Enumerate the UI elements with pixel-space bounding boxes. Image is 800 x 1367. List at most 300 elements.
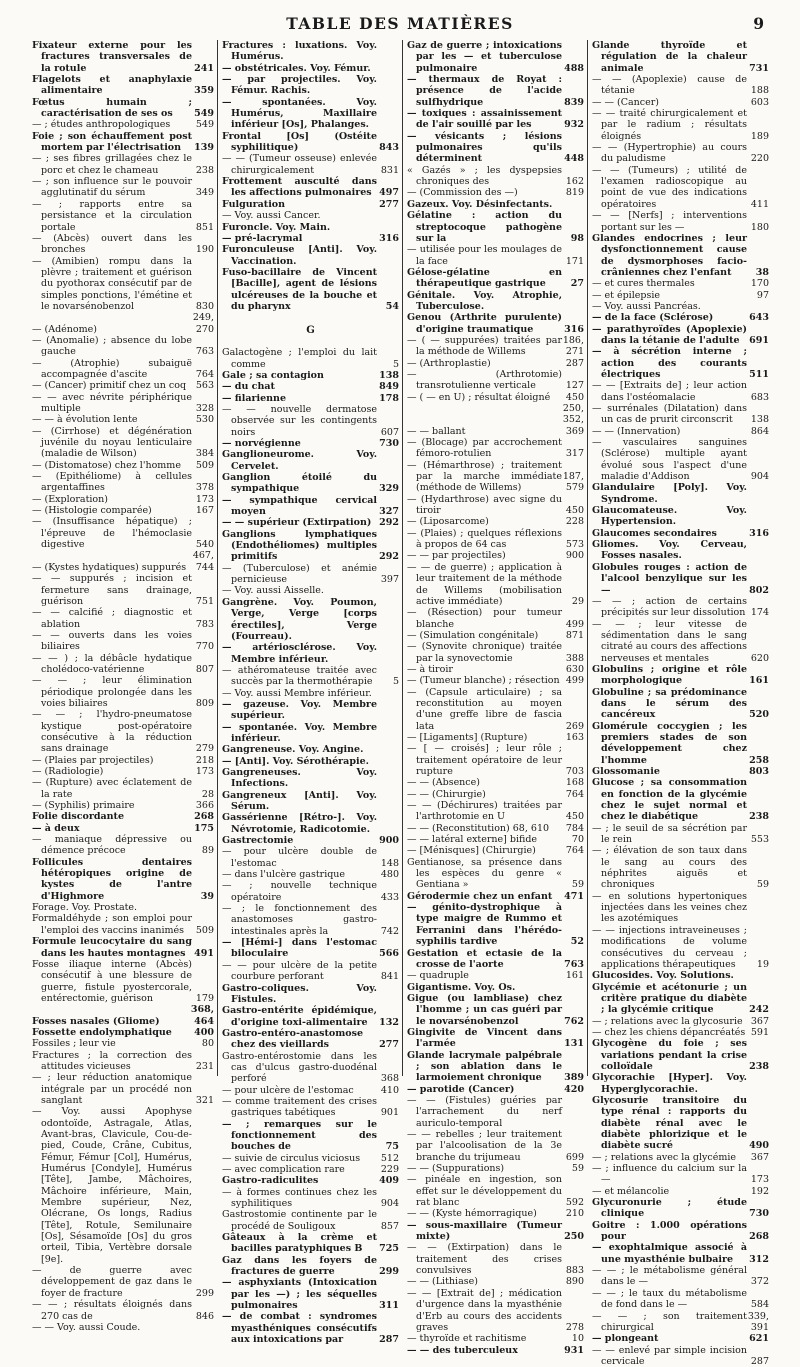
- entry-text: — et cures thermales: [592, 278, 695, 290]
- entry-page-ref: 173: [195, 766, 214, 777]
- entry-page-ref: 238: [749, 1060, 769, 1072]
- entry-text: — — [Extraits de] ; leur action dans l'ostéomalacie: [592, 380, 747, 403]
- entry-page-ref: 450: [565, 505, 584, 517]
- index-entry: [407, 358, 584, 369]
- entry-page-ref: 70: [571, 834, 584, 846]
- entry-page-ref: 5: [392, 676, 399, 688]
- entry-page-ref: 268: [749, 1231, 769, 1243]
- entry-page-ref: 480: [380, 869, 399, 881]
- entry-text: — Voy. aussi Membre inférieur.: [222, 687, 372, 699]
- entry-page-ref: 584: [750, 1299, 769, 1311]
- index-entry: [407, 516, 584, 527]
- index-entry: [592, 403, 769, 426]
- entry-text: — — (Fistules) guéries par l'arrachement du nerf auriculo-temporal: [407, 1094, 562, 1129]
- entry-page-ref: 238: [749, 811, 769, 823]
- entry-text: — ; rapports entre sa persistance et la circulation portale: [32, 198, 192, 233]
- index-entry: [407, 460, 584, 494]
- entry-text: — ; le fonctionnement des anastomoses gastro-intestinales après la: [222, 903, 377, 937]
- entry-text: Glycuronurie ; étude clinique: [592, 1197, 747, 1220]
- index-entry: [592, 1038, 769, 1072]
- entry-text: — — (Absence): [407, 777, 480, 789]
- entry-page-ref: 751: [195, 595, 214, 607]
- entry-page-ref: 368: [380, 1073, 399, 1085]
- index-entry: [407, 74, 584, 108]
- index-entry: [592, 482, 769, 505]
- entry-page-ref: 511: [749, 368, 769, 380]
- entry-page-ref: 39: [200, 890, 214, 902]
- page-number: 9: [753, 14, 764, 33]
- entry-text: Gangrène. Voy. Poumon, Verge, Verge [corps érectiles], Verge (Fourreau).: [222, 596, 377, 642]
- index-entry: [222, 1175, 399, 1186]
- entry-text: — toxiques : assainissement de l'air souillé par les: [407, 108, 562, 131]
- entry-text: — (Simulation congénitale): [407, 629, 539, 641]
- entry-text: — — ; résultats éloignés dans 270 cas de: [32, 1299, 192, 1322]
- index-entry: [592, 562, 769, 596]
- index-entry: [407, 789, 584, 800]
- entry-page-ref: 98: [570, 232, 584, 244]
- index-entry: [592, 721, 769, 766]
- entry-page-ref: 509: [195, 924, 214, 936]
- entry-text: Fractures ; la correction des attitudes vicieuses: [32, 1049, 192, 1072]
- index-entry: [592, 1220, 769, 1243]
- entry-page-ref: 807: [195, 663, 214, 675]
- index-entry: [592, 1197, 769, 1220]
- entry-text: — (Tumeur blanche) ; résection: [407, 675, 560, 687]
- entry-page-ref: 742: [380, 925, 399, 937]
- index-entry: [592, 539, 769, 562]
- index-entry: [407, 675, 584, 686]
- index-entry: [407, 1129, 584, 1163]
- index-entry: [592, 74, 769, 97]
- entry-text: — — ballant: [407, 425, 466, 437]
- entry-text: Génitale. Voy. Atrophie, Tuberculose.: [407, 289, 562, 312]
- index-entry: [592, 142, 769, 165]
- entry-text: — — suppurés ; incision et fermeture sans drainage, guérison: [32, 573, 192, 607]
- entry-page-ref: 5: [392, 358, 399, 370]
- index-entry: [222, 1085, 399, 1096]
- index-entry: [32, 1027, 214, 1038]
- index-entry: [222, 233, 399, 244]
- entry-page-ref: 238: [195, 164, 214, 176]
- index-entry: [407, 562, 584, 607]
- entry-text: Fossiles ; leur vie: [32, 1038, 116, 1050]
- entry-page-ref: 131: [564, 1038, 584, 1050]
- entry-text: — — ; le métabolisme général dans le —: [592, 1265, 747, 1288]
- index-entry: [32, 1322, 214, 1333]
- index-entry: [32, 857, 214, 902]
- entry-page-ref: 520: [749, 709, 769, 721]
- index-entry: [222, 903, 399, 937]
- entry-text: Glycosurie transitoire du type rénal : rapports du diabète rénal avec le diabète phlorizique et le diabète sucré: [592, 1094, 747, 1152]
- entry-page-ref: 218: [195, 754, 214, 766]
- entry-page-ref: 161: [565, 970, 584, 982]
- entry-text: — spontanées. Voy. Humérus, Maxillaire inférieur [Os], Phalanges.: [222, 96, 377, 131]
- entry-text: — thyroïde et rachitisme: [407, 1333, 527, 1345]
- entry-page-ref: 54: [385, 300, 399, 312]
- index-entry: [407, 1174, 584, 1208]
- entry-page-ref: 242: [749, 1004, 769, 1016]
- entry-page-ref: 851: [195, 221, 214, 233]
- index-entry: [32, 1050, 214, 1073]
- entry-text: — (Cancer) primitif chez un coq: [32, 380, 187, 392]
- entry-text: — pour ulcère double de l'estomac: [222, 846, 377, 869]
- entry-page-ref: 277: [379, 198, 399, 210]
- index-entry: [222, 1051, 399, 1085]
- entry-page-ref: 410: [380, 1084, 399, 1096]
- entry-text: Gastro-entéro-anastomose chez des vieillards: [222, 1027, 364, 1051]
- entry-text: Globules rouges : action de l'alcool benzylique sur les —: [592, 561, 747, 596]
- entry-text: — — [Extrait de] ; médication d'urgence dans la myasthénie d'Erb au cours des accidents graves: [407, 1287, 562, 1333]
- entry-text: — (Plaies) ; quelques réflexions à propos de 64 cas: [407, 527, 562, 551]
- entry-text: — à tiroir: [407, 663, 453, 675]
- index-entry: [32, 199, 214, 233]
- entry-page-ref: 359: [194, 85, 214, 97]
- entry-page-ref: 311: [379, 1300, 399, 1312]
- entry-text: — (Epithéliome) à cellules argentaffines: [32, 471, 192, 494]
- entry-page-ref: 397: [380, 574, 399, 586]
- entry-page-ref: 591: [750, 1026, 769, 1038]
- entry-text: — — de guerre) ; application à leur traitement de la méthode de Willems (mobilisation active immédiate): [407, 561, 562, 607]
- entry-text: Flagelots et anaphylaxie alimentaire: [32, 74, 192, 97]
- entry-page-ref: 683: [750, 391, 769, 403]
- entry-text: — — ; action de certains précipités sur leur dissolution: [592, 595, 747, 619]
- entry-text: Gangreneuse. Voy. Angine.: [222, 744, 364, 756]
- index-entry: [32, 153, 214, 176]
- entry-text: — — ; leur élimination périodique prolongée dans les voies biliaires: [32, 675, 192, 709]
- entry-page-ref: 499: [565, 618, 584, 630]
- index-entry: [592, 1345, 769, 1367]
- index-entry: [222, 563, 399, 586]
- index-entry: [407, 369, 584, 392]
- index-entry: [32, 811, 214, 822]
- entry-page-ref: 187, 579: [562, 471, 584, 494]
- entry-page-ref: 491: [194, 947, 214, 959]
- entry-page-ref: 175: [194, 822, 214, 834]
- entry-page-ref: 831: [380, 164, 399, 176]
- index-entry: [222, 585, 399, 596]
- entry-text: — (Hydarthrose) avec signe du tiroir: [407, 493, 562, 517]
- entry-text: — (Capsule articulaire) ; sa reconstitution au moyen d'une greffe libre de fascia lata: [407, 686, 562, 732]
- entry-text: — (Plaies par projectiles): [32, 754, 154, 766]
- index-entry: [407, 187, 584, 198]
- entry-page-ref: 287: [565, 357, 584, 369]
- entry-page-ref: 292: [379, 551, 399, 563]
- entry-text: — (Distomatose) chez l'homme: [32, 459, 181, 471]
- entry-page-ref: 630: [565, 663, 584, 675]
- entry-page-ref: 890: [565, 1276, 584, 1288]
- index-entry: [222, 97, 399, 131]
- entry-text: Gâteaux à la crème et bacilles paratyphiques B: [222, 1232, 377, 1255]
- index-entry: [407, 528, 584, 551]
- entry-text: — comme traitement des crises gastriques tabétiques: [222, 1095, 377, 1119]
- index-entry: [222, 153, 399, 176]
- entry-text: — en solutions hypertoniques injectées dans les veines chez les azotémiques: [592, 890, 747, 925]
- entry-page-ref: 900: [565, 550, 584, 562]
- entry-text: « Gazés » ; les dyspepsies chroniques des: [407, 164, 562, 188]
- index-entry: [407, 267, 584, 290]
- index-entry: [592, 1333, 769, 1344]
- entry-text: — (Anomalie) ; absence du lobe gauche: [32, 334, 192, 358]
- index-entry: [592, 891, 769, 925]
- index-entry: [592, 619, 769, 664]
- entry-text: — maniaque dépressive ou démence précoce: [32, 834, 192, 857]
- index-entry: [592, 1163, 769, 1186]
- entry-page-ref: 725: [379, 1243, 399, 1255]
- entry-text: — par projectiles. Voy. Fémur. Rachis.: [222, 74, 377, 97]
- entry-text: — ; études anthropologiques: [32, 119, 171, 131]
- section-letter: G: [306, 325, 315, 337]
- entry-text: — — (Tumeur osseuse) enlevée chirurgicalement: [222, 153, 377, 176]
- entry-page-ref: 19: [756, 958, 769, 970]
- index-entry: [407, 777, 584, 788]
- entry-page-ref: 730: [379, 438, 399, 449]
- entry-page-ref: 29: [571, 595, 584, 607]
- entry-text: Gastrectomie: [222, 835, 294, 847]
- entry-page-ref: 883: [565, 1265, 584, 1277]
- entry-page-ref: 607: [380, 426, 399, 438]
- index-entry: [222, 495, 399, 518]
- entry-text: — — enlevé par simple incision cervicale: [592, 1344, 747, 1367]
- index-entry: [407, 244, 584, 267]
- entry-text: Gaz de guerre ; intoxications par les — et tuberculose pulmonaire: [407, 40, 562, 74]
- entry-page-ref: 249, 270: [192, 312, 214, 335]
- index-entry: [32, 176, 214, 199]
- index-entry: [32, 630, 214, 653]
- index-entry: [407, 312, 584, 335]
- entry-text: — ( — suppurées) traitées par la méthode de Willems: [407, 334, 562, 358]
- entry-text: — — (Kyste hémorragique): [407, 1208, 537, 1220]
- index-entry: [407, 845, 584, 856]
- index-entry: [407, 1276, 584, 1287]
- entry-page-ref: 321: [195, 1094, 214, 1106]
- index-entry: [407, 199, 584, 210]
- entry-page-ref: 450: [565, 391, 584, 403]
- entry-page-ref: 857: [380, 1220, 399, 1232]
- entry-page-ref: 846: [195, 1310, 214, 1322]
- entry-text: — ; le seuil de sa sécrétion par le rein: [592, 822, 747, 846]
- entry-page-ref: 138: [750, 414, 769, 426]
- index-entry: [407, 823, 584, 834]
- entry-page-ref: 299: [195, 1287, 214, 1299]
- index-entry: [32, 936, 214, 959]
- entry-text: — et mélancolie: [592, 1185, 670, 1197]
- index-entry: [32, 256, 214, 313]
- index-entry: [222, 983, 399, 1006]
- entry-text: Foie ; son échauffement post mortem par l'électrisation: [32, 130, 192, 154]
- entry-text: — — (Lithiase): [407, 1276, 478, 1288]
- entry-text: Gassérienne [Rétro-]. Voy. Névrotomie, Radicotomie.: [222, 812, 377, 835]
- entry-text: Fosse iliaque interne (Abcès) consécutif à une blessure de guerre, fistule pyostercorale, entérectomie, guérison: [32, 958, 192, 1004]
- entry-page-ref: 643: [749, 312, 769, 324]
- index-entry: [592, 40, 769, 74]
- index-entry: [407, 1220, 584, 1243]
- entry-page-ref: 316: [564, 323, 584, 335]
- index-entry: [222, 381, 399, 392]
- entry-page-ref: 384: [195, 448, 214, 460]
- entry-page-ref: 192: [750, 1185, 769, 1197]
- entry-page-ref: 138: [379, 369, 399, 381]
- index-entry: [222, 1187, 399, 1210]
- entry-text: — sous-maxillaire (Tumeur mixte): [407, 1219, 562, 1243]
- entry-text: Gaz dans les foyers de fractures de guerre: [222, 1254, 377, 1278]
- index-entry: [407, 834, 584, 845]
- entry-page-ref: 448: [564, 153, 584, 165]
- entry-text: — parathyroïdes (Apoplexie) dans la tétanie de l'adulte: [592, 323, 747, 346]
- entry-text: — asphyxiants (Intoxication par les —) ; les séquelles pulmonaires: [222, 1277, 377, 1312]
- index-entry: [592, 596, 769, 619]
- entry-page-ref: 168: [565, 777, 584, 789]
- entry-page-ref: 849: [379, 381, 399, 393]
- entry-page-ref: 132: [379, 1016, 399, 1028]
- entry-text: — vésicants ; lésions pulmonaires qu'ils déterminent: [407, 130, 562, 165]
- index-entry: [32, 1265, 214, 1299]
- entry-text: Glycogène du foie ; ses variations pendant la crise colloïdale: [592, 1038, 747, 1072]
- index-entry: [407, 290, 584, 313]
- entry-text: Frontal [Os] (Ostéite syphilitique): [222, 130, 377, 154]
- entry-text: — — calcifié ; diagnostic et ablation: [32, 607, 192, 630]
- entry-text: — — latéral externe] bifide: [407, 834, 538, 846]
- entry-page-ref: 277: [379, 1039, 399, 1051]
- entry-page-ref: 620: [750, 652, 769, 664]
- entry-text: Forage. Voy. Prostate.: [32, 902, 138, 914]
- entry-page-ref: 163: [565, 731, 584, 743]
- entry-text: — [Hémi-] dans l'estomac biloculaire: [222, 937, 377, 960]
- entry-text: Glandulaire [Poly]. Voy. Syndrome.: [592, 482, 747, 505]
- entry-text: Gérodermie chez un enfant: [407, 890, 553, 902]
- index-entry: [407, 800, 584, 823]
- entry-text: — ; relations avec la glycémie: [592, 1151, 737, 1163]
- entry-text: Follicules dentaires hétéropiques origine de kystes de l'antre d'Highmore: [32, 856, 192, 902]
- entry-page-ref: 389: [564, 1072, 584, 1084]
- entry-text: — (Insuffisance hépatique) ; l'épreuve de l'hémoclasie digestive: [32, 516, 192, 551]
- entry-page-ref: 871: [565, 629, 584, 641]
- entry-text: — Voy. aussi Cancer.: [222, 210, 321, 222]
- entry-page-ref: 38: [755, 266, 769, 278]
- entry-page-ref: 603: [750, 96, 769, 108]
- index-entry: [592, 823, 769, 846]
- index-entry: [407, 630, 584, 641]
- entry-page-ref: 573: [565, 539, 584, 551]
- entry-page-ref: 97: [756, 289, 769, 301]
- entry-page-ref: 592: [565, 1197, 584, 1209]
- entry-text: — (Hémarthrose) ; traitement par la marche immédiate (méthode de Willems): [407, 459, 562, 494]
- entry-page-ref: 28: [201, 788, 214, 800]
- index-entry: [222, 937, 399, 960]
- index-entry: [222, 642, 399, 665]
- entry-page-ref: 509: [195, 459, 214, 471]
- index-entry: [407, 1345, 584, 1356]
- entry-text: — ; ses fibres grillagées chez le porc et chez le chameau: [32, 153, 192, 176]
- entry-page-ref: 241: [194, 62, 214, 74]
- index-entry: [32, 766, 214, 777]
- entry-text: — — Voy. aussi Coude.: [32, 1321, 141, 1333]
- entry-text: Gélose-gélatine en thérapeutique gastrique: [407, 266, 562, 290]
- entry-text: — [Ménisques] (Chirurgie): [407, 845, 536, 857]
- entry-text: — à formes continues chez les syphilitiques: [222, 1186, 377, 1210]
- index-entry: [32, 97, 214, 120]
- entry-text: — — (Déchirures) traitées par l'arthrotomie en U: [407, 800, 562, 823]
- index-entry: [407, 392, 584, 403]
- entry-text: — et épilepsie: [592, 289, 660, 301]
- index-entry: [407, 948, 584, 971]
- index-entry: [32, 573, 214, 607]
- entry-page-ref: 89: [201, 845, 214, 857]
- entry-text: — — (Innervation): [592, 425, 681, 437]
- index-entry: [592, 1016, 769, 1027]
- entry-page-ref: 327: [379, 506, 399, 518]
- entry-text: — — par projectiles): [407, 550, 506, 562]
- index-entry: [222, 393, 399, 404]
- index-entry: [222, 1119, 399, 1153]
- entry-text: — (Adénome): [32, 323, 97, 335]
- entry-page-ref: 278: [565, 1321, 584, 1333]
- index-entry: [222, 960, 399, 983]
- entry-page-ref: 161: [749, 675, 769, 687]
- entry-page-ref: 549: [194, 108, 214, 120]
- index-entry: [222, 869, 399, 880]
- index-entry: [32, 312, 214, 335]
- index-entry: [32, 358, 214, 381]
- index-entry: [407, 891, 584, 902]
- index-entry: [222, 472, 399, 495]
- entry-text: Furoncle. Voy. Main.: [222, 221, 331, 233]
- entry-text: — — avec névrite périphérique multiple: [32, 391, 192, 414]
- entry-page-ref: 830: [195, 300, 214, 312]
- entry-page-ref: 802: [749, 584, 769, 596]
- entry-text: — (Commission des —): [407, 187, 518, 199]
- index-entry: [222, 40, 399, 63]
- entry-page-ref: 173: [750, 1174, 769, 1186]
- entry-page-ref: 471: [564, 890, 584, 902]
- entry-text: — ( — en U) ; résultat éloigné: [407, 391, 551, 403]
- index-entry: [592, 1152, 769, 1163]
- entry-text: Fœtus humain ; caractérisation de ses os: [32, 96, 192, 120]
- entry-text: — (Syphilis) primaire: [32, 800, 135, 812]
- index-entry: [32, 414, 214, 425]
- index-entry: [407, 1333, 584, 1344]
- entry-text: — à deux: [32, 822, 80, 834]
- index-entry: [32, 913, 214, 936]
- entry-text: — (Atrophie) subaiguë accompagnée d'ascite: [32, 357, 192, 380]
- index-entry: [407, 335, 584, 358]
- entry-text: — — (Cancer): [592, 96, 659, 108]
- entry-text: Glaucomes secondaires: [592, 527, 717, 539]
- entry-text: — avec complication rare: [222, 1164, 345, 1175]
- index-entry: [222, 756, 399, 767]
- index-entry: [222, 688, 399, 699]
- entry-text: Gastrostomie continente par le procédé de Souligoux: [222, 1209, 377, 1232]
- entry-page-ref: 10: [571, 1333, 584, 1345]
- index-column: [587, 40, 772, 1367]
- entry-text: — thermaux de Royat : présence de l'acide sulfhydrique: [407, 74, 562, 108]
- entry-page-ref: 269: [565, 720, 584, 732]
- entry-text: — plongeant: [592, 1333, 659, 1345]
- entry-text: — — injections intraveineuses ; modifications de volume consécutives du cerveau ; applications thérapeutiques: [592, 924, 747, 970]
- index-entry: [222, 744, 399, 755]
- entry-page-ref: 167: [195, 505, 214, 517]
- entry-text: — — (Hypertrophie) au cours du paludisme: [592, 142, 747, 165]
- entry-page-ref: 839: [564, 96, 584, 108]
- entry-text: Glycémie et acétonurie ; un critère pratique du diabète ; la glycémie critique: [592, 981, 747, 1016]
- entry-text: Glucose ; sa consommation en fonction de la glycémie chez le sujet normal et chez le diabétique: [592, 777, 747, 823]
- entry-text: — utilisée pour les moulages de la face: [407, 244, 562, 267]
- entry-text: Folie discordante: [32, 811, 124, 823]
- index-entry: [32, 74, 214, 97]
- entry-text: — Voy. aussi Apophyse odontoïde, Astragale, Atlas, Avant-bras, Clavicule, Cou-de-pied, Coude, Crâne, Cubitus, Fémur, Fémur [Col], Humérus, Humérus [Condyle], Humérus [Tête], Jambe, Mâchoires, Mâchoire inférieure, Main, Membre supérieur, Nez, Olécrane, Os longs, Radius [Tête], Rotule, Semilunaire [Os], Sésamoïde [Os] du gros orteil, Tibia, Vertèbre dorsale [9e].: [32, 1106, 192, 1265]
- entry-page-ref: 764: [565, 788, 584, 800]
- entry-text: — — ; leur vitesse de sédimentation dans le sang citraté au cours des affections nerveuses et mentales: [592, 618, 747, 664]
- entry-page-ref: 783: [195, 618, 214, 630]
